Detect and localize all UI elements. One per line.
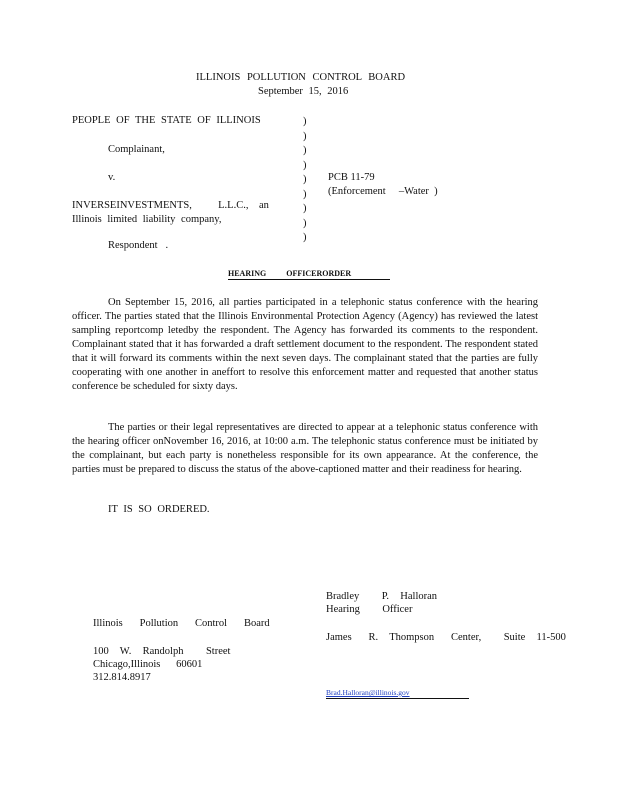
board-title: ILLINOIS POLLUTION CONTROL BOARD [196,72,406,83]
paren: ) [303,232,307,243]
paren: ) [303,159,307,171]
phone-number: 312.814.8917 [93,672,151,683]
signer-name: Bradley P. Halloran [326,591,438,602]
order-heading-underline [228,279,390,280]
versus-label: v. [108,172,116,183]
defendant-name: INVERSEINVESTMENTS, L.L.C., an [72,200,269,211]
email-underline [326,698,469,699]
caption-parentheses [303,115,307,246]
paragraph-2-text: The parties or their legal representatives are directed to appear at a telephonic status conference with the hearing officer onNovember 16, 2016, at 10:00 a.m. The telephonic status conference must be initiated by the complainant, but each party is nonetheless responsible for its own appearance. At the conference, the parties must be prepared to discuss the status of the above-captioned matter and their readiness for hearing. [72,422,538,475]
paren: ) [303,174,307,185]
complainant-label: Complainant, [108,144,165,155]
paren: ) [303,130,307,142]
paren: ) [303,203,307,214]
signer-title: Hearing Officer [326,604,413,615]
plaintiff-name: PEOPLE OF THE STATE OF ILLINOIS [72,115,261,126]
paragraph-2 [72,421,538,477]
case-number: PCB 11-79 [328,172,375,183]
office-address: James R. Thompson Center, Suite 11-500 [326,632,566,643]
paren: ) [303,188,307,200]
order-date: September 15, 2016 [258,86,349,97]
paren: ) [303,145,307,156]
order-heading: HEARING OFFICERORDER [228,269,352,278]
paragraph-1-text: On September 15, 2016, all parties participated in a telephonic status conference with the hearing officer. The parties stated that the Illinois Environmental Protection Agency (Agency) has reviewed the latest sampling reportcomp letedby the respondent. The Agency has forwarded its comments to the respondent. Complainant stated that it has forwarded a draft settlement document to the respondent. The respondent stated that it will forward its comments within the next seven days. The complainant stated that the parties are fully cooperating with one another in aneffort to resolve this enforcement matter and requested that another status conference be scheduled for sixty days. [72,297,538,392]
respondent-label: Respondent . [108,240,169,251]
paragraph-1 [72,296,538,394]
email-link[interactable]: Brad.Halloran@illinois.gov [326,688,410,697]
board-org: Illinois Pollution Control Board [93,618,270,629]
paren: ) [303,217,307,229]
closing-statement: IT IS SO ORDERED. [108,504,210,515]
paren: ) [303,116,307,127]
city-address: Chicago,Illinois 60601 [93,659,203,670]
defendant-description: Illinois limited liability company, [72,214,222,225]
street-address: 100 W. Randolph Street [93,646,231,657]
case-type: (Enforcement –Water ) [328,186,438,197]
